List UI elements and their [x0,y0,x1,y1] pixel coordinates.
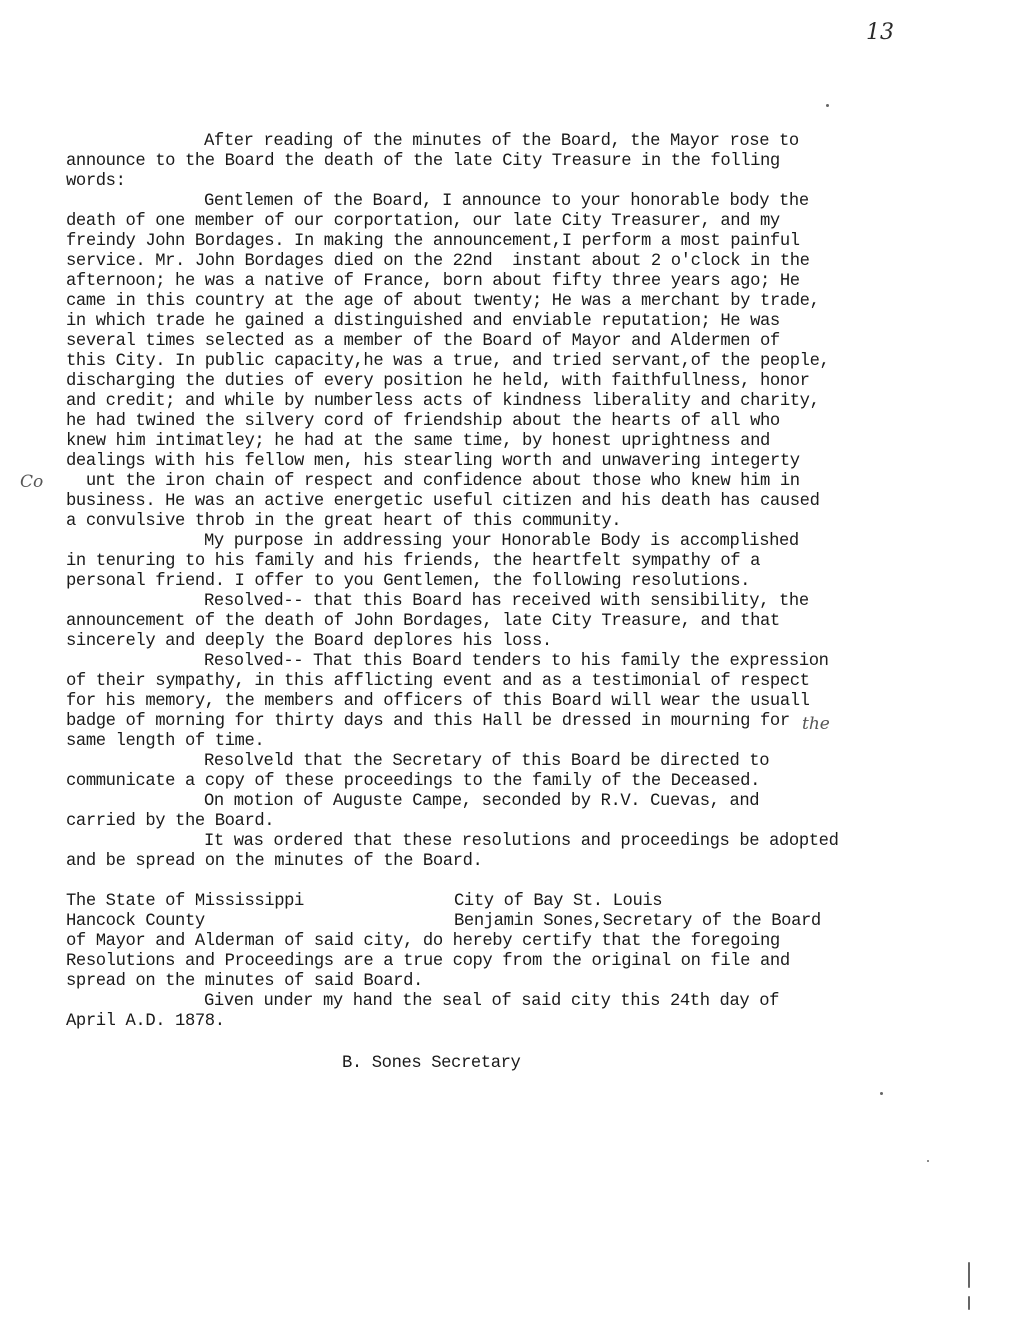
text-line: in tenuring to his family and his friends, the heartfelt sympathy of a [66,552,760,571]
cert-line: of Mayor and Alderman of said city, do hereby certify that the foregoing [66,932,780,951]
text-line: It was ordered that these resolutions and proceedings be adopted [204,832,839,851]
text-line: My purpose in addressing your Honorable Body is accomplished [204,532,799,551]
scan-speck [927,1160,929,1162]
cert-line: spread on the minutes of said Board. [66,972,423,991]
text-line: afternoon; he was a native of France, born about fifty three years ago; He [66,272,800,291]
text-line: dealings with his fellow men, his stearling worth and unwavering integerty [66,452,800,471]
cert-state: The State of Mississippi [66,892,304,911]
text-line: sincerely and deeply the Board deplores his loss. [66,632,552,651]
text-line: came in this country at the age of about twenty; He was a merchant by trade, [66,292,820,311]
cert-county: Hancock County [66,912,205,931]
minutes-body [66,132,866,872]
text-line: unt the iron chain of respect and confidence about those who knew him in [66,472,800,491]
page-number: 13 [866,20,894,45]
text-line: discharging the duties of every position he held, with faithfullness, honor [66,372,810,391]
text-line: of their sympathy, in this afflicting event and as a testimonial of respect [66,672,810,691]
cert-date-line: April A.D. 1878. [66,1012,225,1031]
text-line: announcement of the death of John Bordages, late City Treasure, and that [66,612,780,631]
cert-city: City of Bay St. Louis [454,892,663,911]
signature-line: B. Sones Secretary [342,1054,521,1073]
scan-mark [968,1296,970,1310]
text-line: announce to the Board the death of the late City Treasure in the folling [66,152,780,171]
handwritten-insert-note: the [802,714,830,734]
text-line: in which trade he gained a distinguished and enviable reputation; He was [66,312,780,331]
text-line: After reading of the minutes of the Board, the Mayor rose to [204,132,799,151]
text-line: freindy John Bordages. In making the announcement,I perform a most painful [66,232,800,251]
text-line: several times selected as a member of the Board of Mayor and Aldermen of [66,332,780,351]
text-line: service. Mr. John Bordages died on the 22nd instant about 2 o'clock in the [66,252,810,271]
cert-county-row [66,912,866,932]
text-line: death of one member of our corportation, our late City Treasurer, and my [66,212,780,231]
text-line: Resolveld that the Secretary of this Board be directed to [204,752,770,771]
handwritten-margin-note: Co [20,472,44,492]
text-line: On motion of Auguste Campe, seconded by R.V. Cuevas, and [204,792,760,811]
text-line: personal friend. I offer to you Gentlemen, the following resolutions. [66,572,751,591]
cert-secretary: Benjamin Sones,Secretary of the Board [454,912,821,931]
scan-speck [826,104,829,107]
text-line: business. He was an active energetic useful citizen and his death has caused [66,492,820,511]
text-line: carried by the Board. [66,812,275,831]
text-line: he had twined the silvery cord of friendship about the hearts of all who [66,412,780,431]
text-line: Resolved-- that this Board has received with sensibility, the [204,592,809,611]
certification-block [66,892,866,1032]
cert-header-row [66,892,866,912]
text-line: and credit; and while by numberless acts of kindness liberality and charity, [66,392,820,411]
text-line: Gentlemen of the Board, I announce to your honorable body the [204,192,809,211]
text-line: communicate a copy of these proceedings to the family of the Deceased. [66,772,760,791]
text-line: for his memory, the members and officers of this Board will wear the usuall [66,692,810,711]
scan-mark [968,1262,970,1288]
text-line: badge of morning for thirty days and this Hall be dressed in mourning for [66,712,790,731]
text-line: Resolved-- That this Board tenders to his family the expression [204,652,829,671]
cert-line: Resolutions and Proceedings are a true copy from the original on file and [66,952,790,971]
text-line: words: [66,172,126,191]
text-line: and be spread on the minutes of the Board. [66,852,483,871]
scan-speck [880,1092,883,1095]
text-line: this City. In public capacity,he was a true, and tried servant,of the people, [66,352,830,371]
cert-given-line: Given under my hand the seal of said city this 24th day of [204,992,780,1011]
text-line: same length of time. [66,732,265,751]
text-line: a convulsive throb in the great heart of this community. [66,512,622,531]
text-line: knew him intimatley; he had at the same time, by honest uprightness and [66,432,770,451]
